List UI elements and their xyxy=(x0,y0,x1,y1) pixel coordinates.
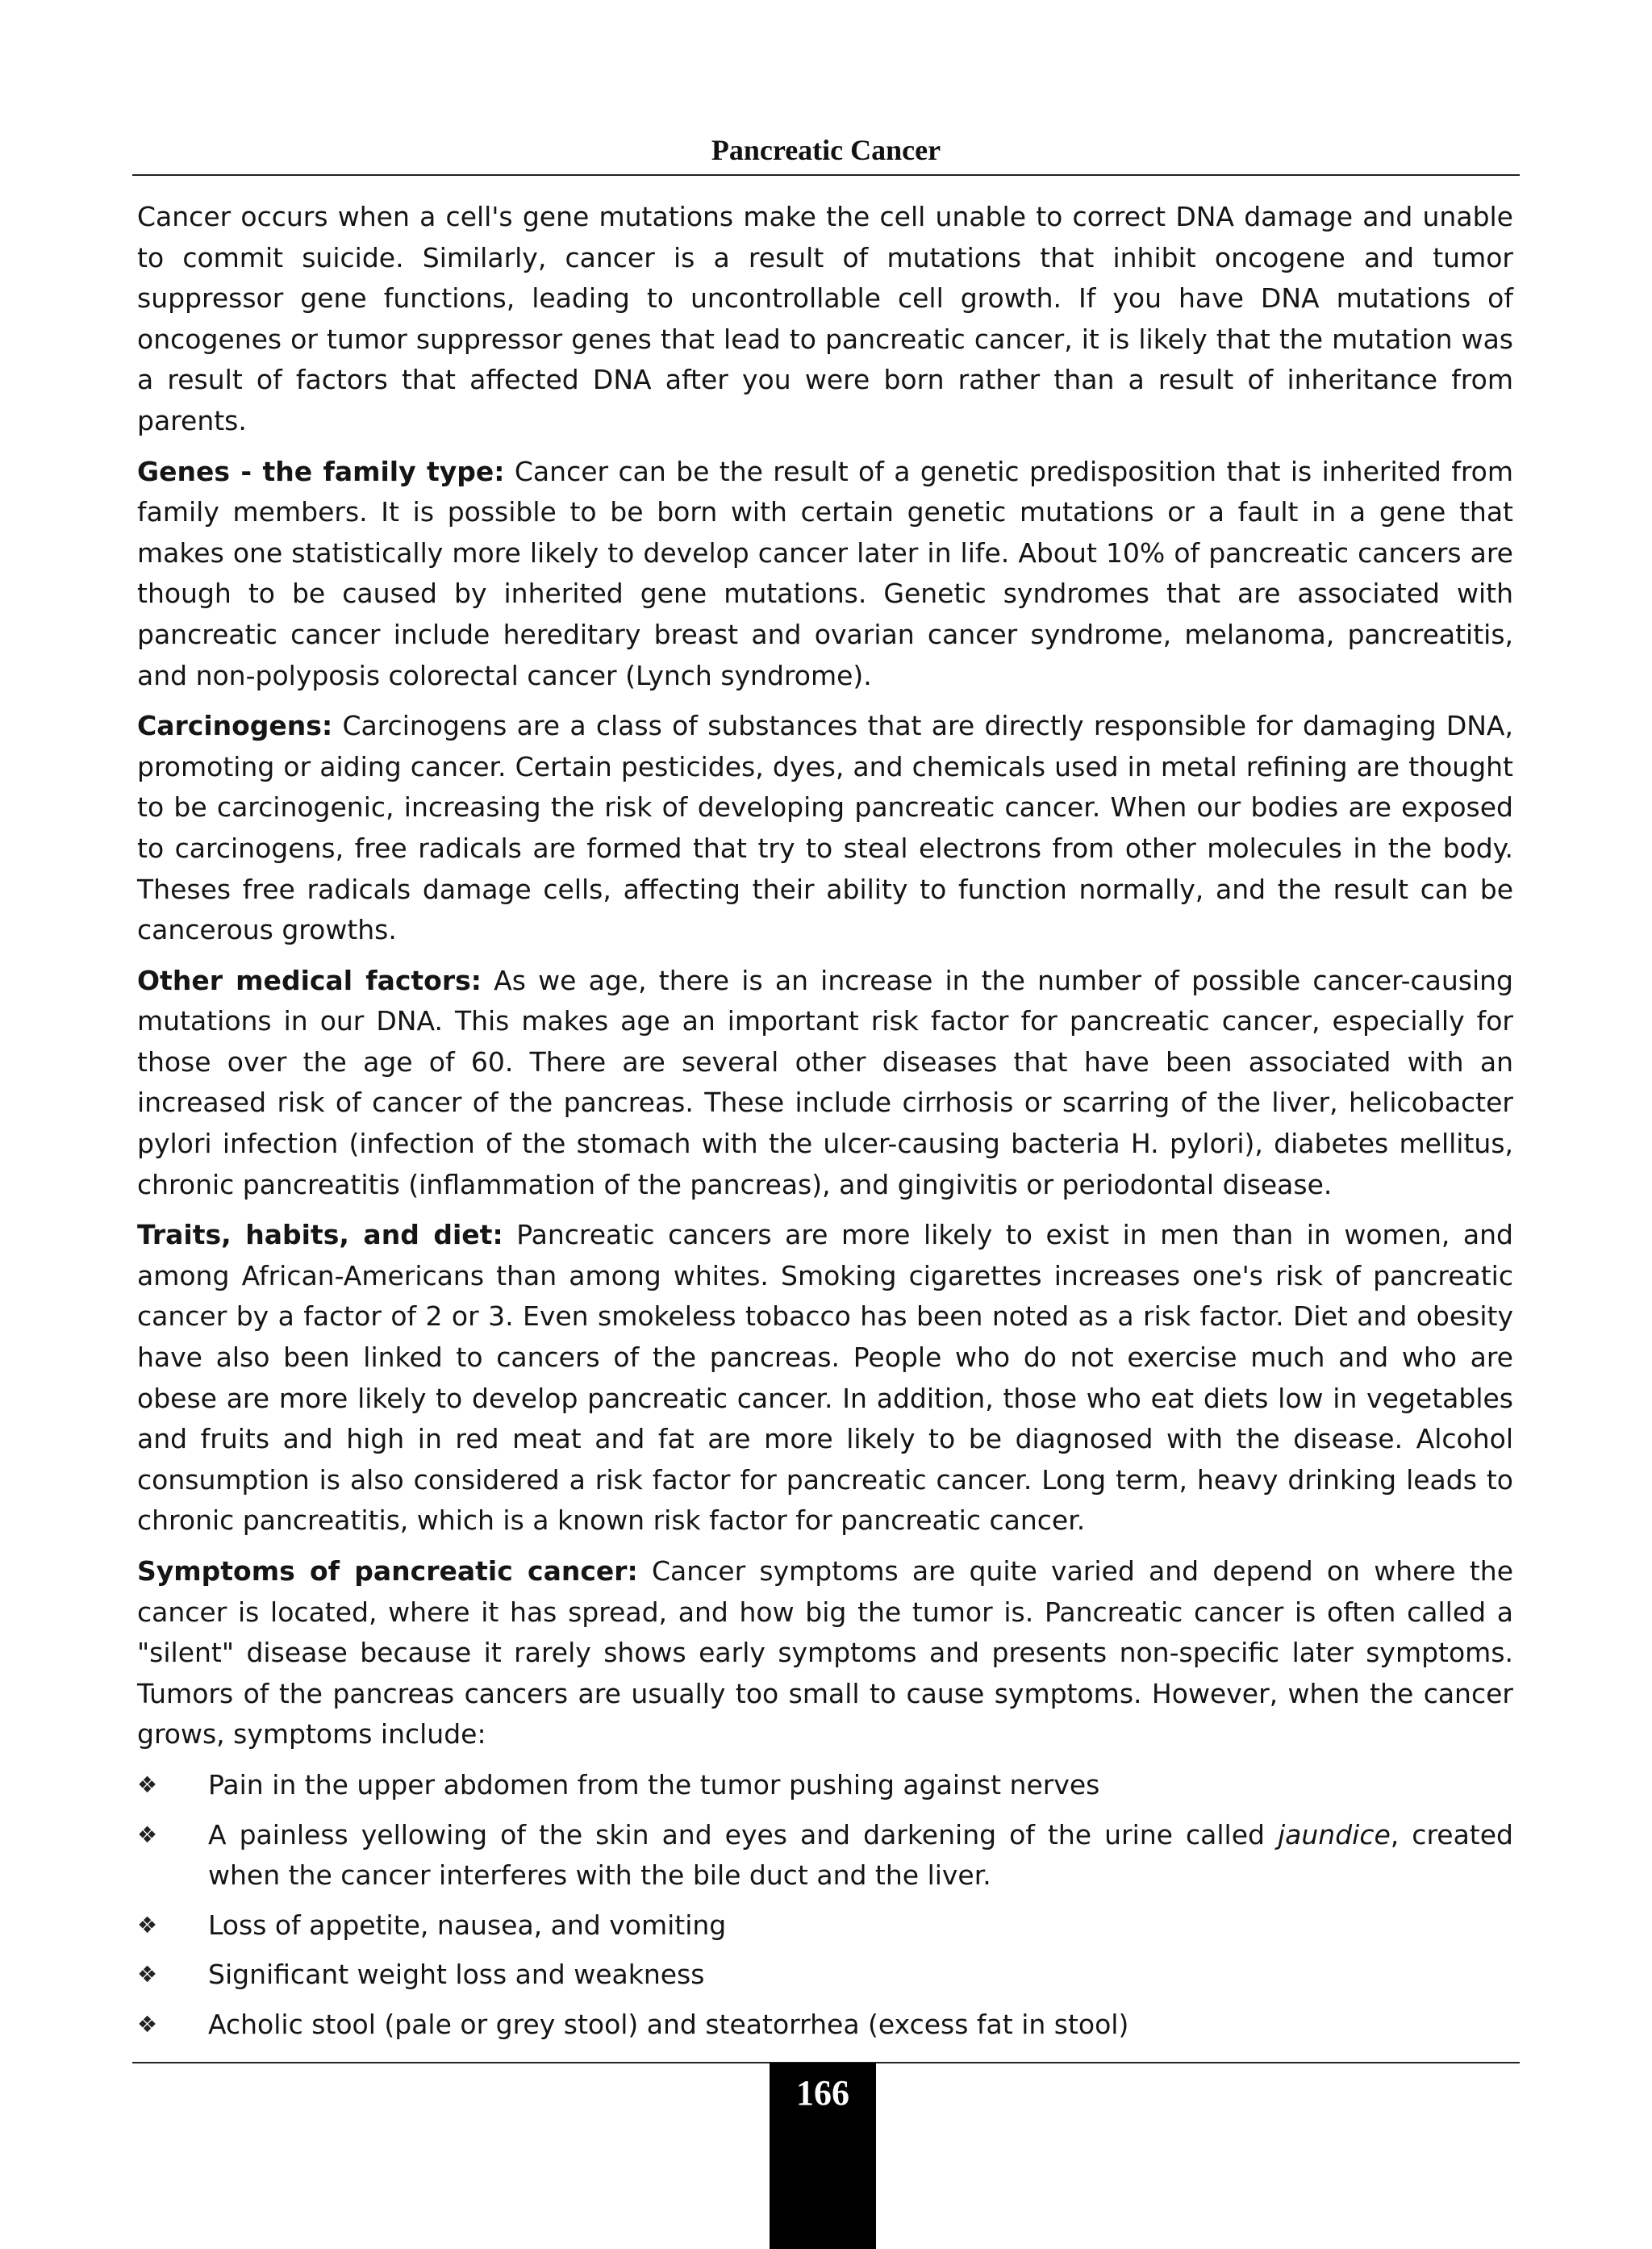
diamond-bullet-icon: ❖ xyxy=(137,1771,158,1798)
section-text: As we age, there is an increase in the number of possible cancer-causing mutations in our DNA. This makes age an important risk factor for pancreatic cancer, especially for those over the age of 60. There are several other diseases that have been associated with an increased risk of cancer of the pancreas. These include cirrhosis or scarring of the liver, helicobacter pylori infection (infection of the stomach with the ulcer-causing bacteria H. pylori), diabetes mellitus, chronic pancreatitis (inflammation of the pancreas), and gingivitis or periodontal disease. xyxy=(137,964,1514,1200)
header-rule xyxy=(132,174,1520,176)
section-other-medical-factors xyxy=(137,961,1513,1206)
list-item xyxy=(137,2005,1513,2046)
section-text: Cancer can be the result of a genetic predisposition that is inherited from family members. It is possible to be born with certain genetic mutations or a fault in a gene that makes one statistically more likely to develop cancer later in life. About 10% of pancreatic cancers are though to be caused by inherited gene mutations. Genetic syndromes that are associated with pancreatic cancer include hereditary breast and ovarian cancer syndrome, melanoma, pancreatitis, and non-polyposis colorectal cancer (Lynch syndrome). xyxy=(137,455,1513,691)
section-text: Pancreatic cancers are more likely to exist in men than in women, and among African-Americans than among whites. Smoking cigarettes increases one's risk of pancreatic cancer by a factor of 2 or 3. Even smokeless tobacco has been noted as a risk factor. Diet and obesity have also been linked to cancers of the pancreas. People who do not exercise much and who are obese are more likely to develop pancreatic cancer. In addition, those who eat diets low in vegetables and fruits and high in red meat and fat are more likely to be diagnosed with the disease. Alcohol consumption is also considered a risk factor for pancreatic cancer. Long term, heavy drinking leads to chronic pancreatitis, which is a known risk factor for pancreatic cancer. xyxy=(137,1219,1513,1537)
list-item xyxy=(137,1815,1513,1896)
page-number: 166 xyxy=(770,2063,876,2249)
section-term: Genes - the family type: xyxy=(137,455,505,487)
section-text: Cancer symptoms are quite varied and depend on where the cancer is located, where it has spread, and how big the tumor is. Pancreatic cancer is often called a "silent" disease because it rarely shows early symptoms and presents non-specific later symptoms. Tumors of the pancreas cancers are usually too small to cause symptoms. However, when the cancer grows, symptoms include: xyxy=(137,1555,1514,1750)
list-item xyxy=(137,1905,1513,1946)
list-item-text: Loss of appetite, nausea, and vomiting xyxy=(208,1909,727,1941)
list-item-text: A painless yellowing of the skin and eyes and darkening of the urine called xyxy=(208,1818,1278,1851)
section-carcinogens xyxy=(137,706,1513,951)
emphasis-term: jaundice xyxy=(1277,1818,1391,1851)
list-item xyxy=(137,1955,1513,1996)
page-content xyxy=(137,197,1513,2055)
section-term: Traits, habits, and diet: xyxy=(137,1219,503,1251)
list-item-text: , created when the cancer interferes with the bile duct and the liver. xyxy=(208,1818,1513,1892)
section-term: Carcinogens: xyxy=(137,710,333,742)
section-term: Symptoms of pancreatic cancer: xyxy=(137,1555,638,1587)
diamond-bullet-icon: ❖ xyxy=(137,1911,158,1938)
list-item-text: Pain in the upper abdomen from the tumor pushing against nerves xyxy=(208,1768,1100,1800)
list-item xyxy=(137,1765,1513,1806)
symptoms-list xyxy=(137,1765,1513,2046)
section-traits-habits-diet xyxy=(137,1215,1513,1542)
list-item-text: Acholic stool (pale or grey stool) and steatorrhea (excess fat in stool) xyxy=(208,2008,1129,2040)
diamond-bullet-icon: ❖ xyxy=(137,1821,158,1848)
running-header: Pancreatic Cancer xyxy=(711,134,941,166)
intro-paragraph: Cancer occurs when a cell's gene mutations make the cell unable to correct DNA damage and unable to commit suicide. Similarly, cancer is a result of mutations that inhibit oncogene and tumor suppressor gene functions, leading to uncontrollable cell growth. If you have DNA mutations of oncogenes or tumor suppressor genes that lead to pancreatic cancer, it is likely that the mutation was a result of factors that affected DNA after you were born rather than a result of inheritance from parents. xyxy=(137,201,1513,436)
diamond-bullet-icon: ❖ xyxy=(137,2010,158,2038)
section-text: Carcinogens are a class of substances that are directly responsible for damaging DNA, promoting or aiding cancer. Certain pesticides, dyes, and chemicals used in metal refining are thought to be carcinogenic, increasing the risk of developing pancreatic cancer. When our bodies are exposed to carcinogens, free radicals are formed that try to steal electrons from other molecules in the body. Theses free radicals damage cells, affecting their ability to function normally, and the result can be cancerous growths. xyxy=(137,710,1513,946)
list-item-text: Significant weight loss and weakness xyxy=(208,1959,705,1991)
section-genes-family-type xyxy=(137,452,1513,697)
diamond-bullet-icon: ❖ xyxy=(137,1961,158,1988)
section-symptoms xyxy=(137,1551,1513,1755)
section-term: Other medical factors: xyxy=(137,964,482,996)
